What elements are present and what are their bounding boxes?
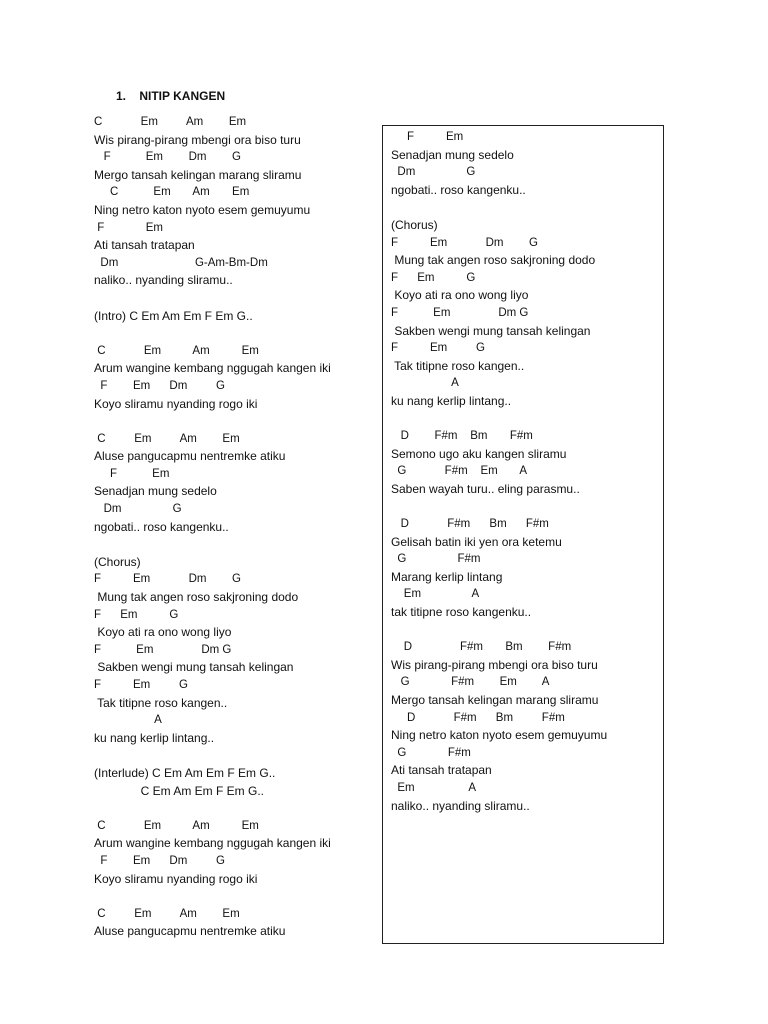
lyric-line: Senadjan mung sedelo bbox=[391, 147, 514, 162]
chord-line: C Em Am Em bbox=[94, 344, 259, 357]
chord-line: C Em Am Em bbox=[94, 907, 240, 920]
lyric-line: Ning netro katon nyoto esem gemuyumu bbox=[94, 202, 311, 217]
chord-line: F Em Dm G bbox=[94, 151, 241, 164]
chord-line: F Em Dm G bbox=[94, 379, 225, 392]
chord-line: F Em Dm G bbox=[391, 306, 529, 319]
lyric-line: Ning netro katon nyoto esem gemuyumu bbox=[391, 728, 608, 743]
blank-line bbox=[94, 747, 374, 765]
chord-line: Em A bbox=[391, 781, 476, 794]
blank-line bbox=[94, 888, 374, 906]
chord-line: F Em G bbox=[94, 679, 188, 691]
chord-line: F Em G bbox=[391, 271, 476, 284]
lyric-line: Ati tansah tratapan bbox=[94, 238, 195, 253]
chord-line: A bbox=[94, 714, 162, 727]
chord-line: Em A bbox=[391, 588, 480, 601]
lyric-line: Arum wangine kembang nggugah kangen iki bbox=[94, 361, 331, 376]
chord-line: F Em Dm G bbox=[94, 643, 232, 656]
chord-line: F Em bbox=[391, 131, 464, 143]
lyric-line: Mung tak angen roso sakjroning dodo bbox=[94, 590, 299, 605]
lyric-line: (Chorus) bbox=[391, 217, 438, 232]
lyric-line: C Em Am Em F Em G.. bbox=[94, 783, 265, 798]
chord-line: C Em Am Em bbox=[94, 819, 259, 832]
blank-line bbox=[94, 413, 374, 431]
lyric-line: Wis pirang-pirang mbengi ora biso turu bbox=[391, 657, 598, 672]
lyric-line: ngobati.. roso kangenku.. bbox=[94, 519, 229, 534]
chord-line: F Em G bbox=[391, 342, 485, 355]
lyrics-column-left bbox=[94, 114, 374, 941]
lyric-line: Mung tak angen roso sakjroning dodo bbox=[391, 253, 596, 268]
blank-line bbox=[94, 325, 374, 343]
lyric-line: Sakben wengi mung tansah kelingan bbox=[391, 323, 591, 338]
lyric-line: Sakben wengi mung tansah kelingan bbox=[94, 660, 294, 675]
chord-line: G F#m bbox=[391, 553, 481, 566]
lyric-line: Aluse pangucapmu nentremke atiku bbox=[94, 924, 286, 939]
chord-line: C Em Am Em bbox=[94, 186, 250, 199]
blank-line bbox=[391, 622, 661, 640]
song-title: 1. NITIP KANGEN bbox=[116, 89, 226, 103]
chord-line: F Em Dm G bbox=[94, 573, 241, 586]
chord-line: D F#m Bm F#m bbox=[391, 518, 549, 531]
lyric-line: Koyo ati ra ono wong liyo bbox=[94, 625, 232, 640]
blank-line bbox=[391, 411, 661, 429]
blank-line bbox=[94, 536, 374, 554]
blank-line bbox=[94, 290, 374, 308]
chord-line: D F#m Bm F#m bbox=[391, 711, 565, 724]
lyric-line: naliko.. nyanding sliramu.. bbox=[94, 273, 233, 288]
lyric-line: Wis pirang-pirang mbengi ora biso turu bbox=[94, 132, 301, 147]
lyric-line: Gelisah batin iki yen ora ketemu bbox=[391, 534, 562, 549]
lyric-line: Koyo ati ra ono wong liyo bbox=[391, 288, 529, 303]
lyric-line: Ati tansah tratapan bbox=[391, 763, 492, 778]
lyric-line: Aluse pangucapmu nentremke atiku bbox=[94, 449, 286, 464]
lyric-line: Koyo sliramu nyanding rogo iki bbox=[94, 871, 258, 886]
lyric-line: Marang kerlip lintang bbox=[391, 569, 503, 584]
lyric-line: Saben wayah turu.. eling parasmu.. bbox=[391, 481, 580, 496]
lyric-line: Senadjan mung sedelo bbox=[94, 484, 217, 499]
lyric-line: ngobati.. roso kangenku.. bbox=[391, 182, 526, 197]
lyric-line: (Chorus) bbox=[94, 554, 141, 569]
lyric-line: ku nang kerlip lintang.. bbox=[94, 730, 215, 745]
blank-line bbox=[391, 199, 661, 217]
blank-line bbox=[391, 498, 661, 516]
lyric-line: Semono ugo aku kangen sliramu bbox=[391, 446, 567, 461]
lyric-line: (Interlude) C Em Am Em F Em G.. bbox=[94, 765, 276, 780]
chord-line: C Em Am Em bbox=[94, 432, 240, 445]
lyric-line: Tak titipne roso kangen.. bbox=[391, 358, 525, 373]
chord-line: Dm G bbox=[391, 166, 476, 179]
lyric-line: ku nang kerlip lintang.. bbox=[391, 393, 512, 408]
chord-line: C Em Am Em bbox=[94, 116, 247, 128]
lyric-line: Mergo tansah kelingan marang sliramu bbox=[391, 693, 599, 707]
chord-line: F Em bbox=[94, 467, 170, 480]
chord-line: F Em G bbox=[94, 608, 179, 621]
chord-line: D F#m Bm F#m bbox=[391, 641, 572, 654]
chord-line: F Em Dm G bbox=[94, 854, 225, 867]
chord-line: D F#m Bm F#m bbox=[391, 430, 533, 443]
lyric-line: (Intro) C Em Am Em F Em G.. bbox=[94, 308, 253, 323]
blank-line bbox=[94, 800, 374, 818]
lyric-line: naliko.. nyanding sliramu.. bbox=[391, 798, 530, 813]
chord-line: A bbox=[391, 377, 459, 390]
lyric-line: Koyo sliramu nyanding rogo iki bbox=[94, 396, 258, 411]
chord-line: F Em bbox=[94, 221, 164, 234]
chord-line: F Em Dm G bbox=[391, 236, 538, 249]
lyric-line: Arum wangine kembang nggugah kangen iki bbox=[94, 836, 331, 851]
chord-line: G F#m bbox=[391, 746, 471, 759]
lyric-line: Mergo tansah kelingan marang sliramu bbox=[94, 167, 302, 182]
chord-line: Dm G bbox=[94, 503, 182, 516]
lyric-line: Tak titipne roso kangen.. bbox=[94, 695, 228, 710]
chord-line: G F#m Em A bbox=[391, 676, 550, 689]
chord-line: G F#m Em A bbox=[391, 465, 528, 478]
lyrics-column-right bbox=[391, 129, 661, 815]
lyric-line: tak titipne roso kangenku.. bbox=[391, 605, 532, 620]
chord-line: Dm G-Am-Bm-Dm bbox=[94, 256, 268, 269]
